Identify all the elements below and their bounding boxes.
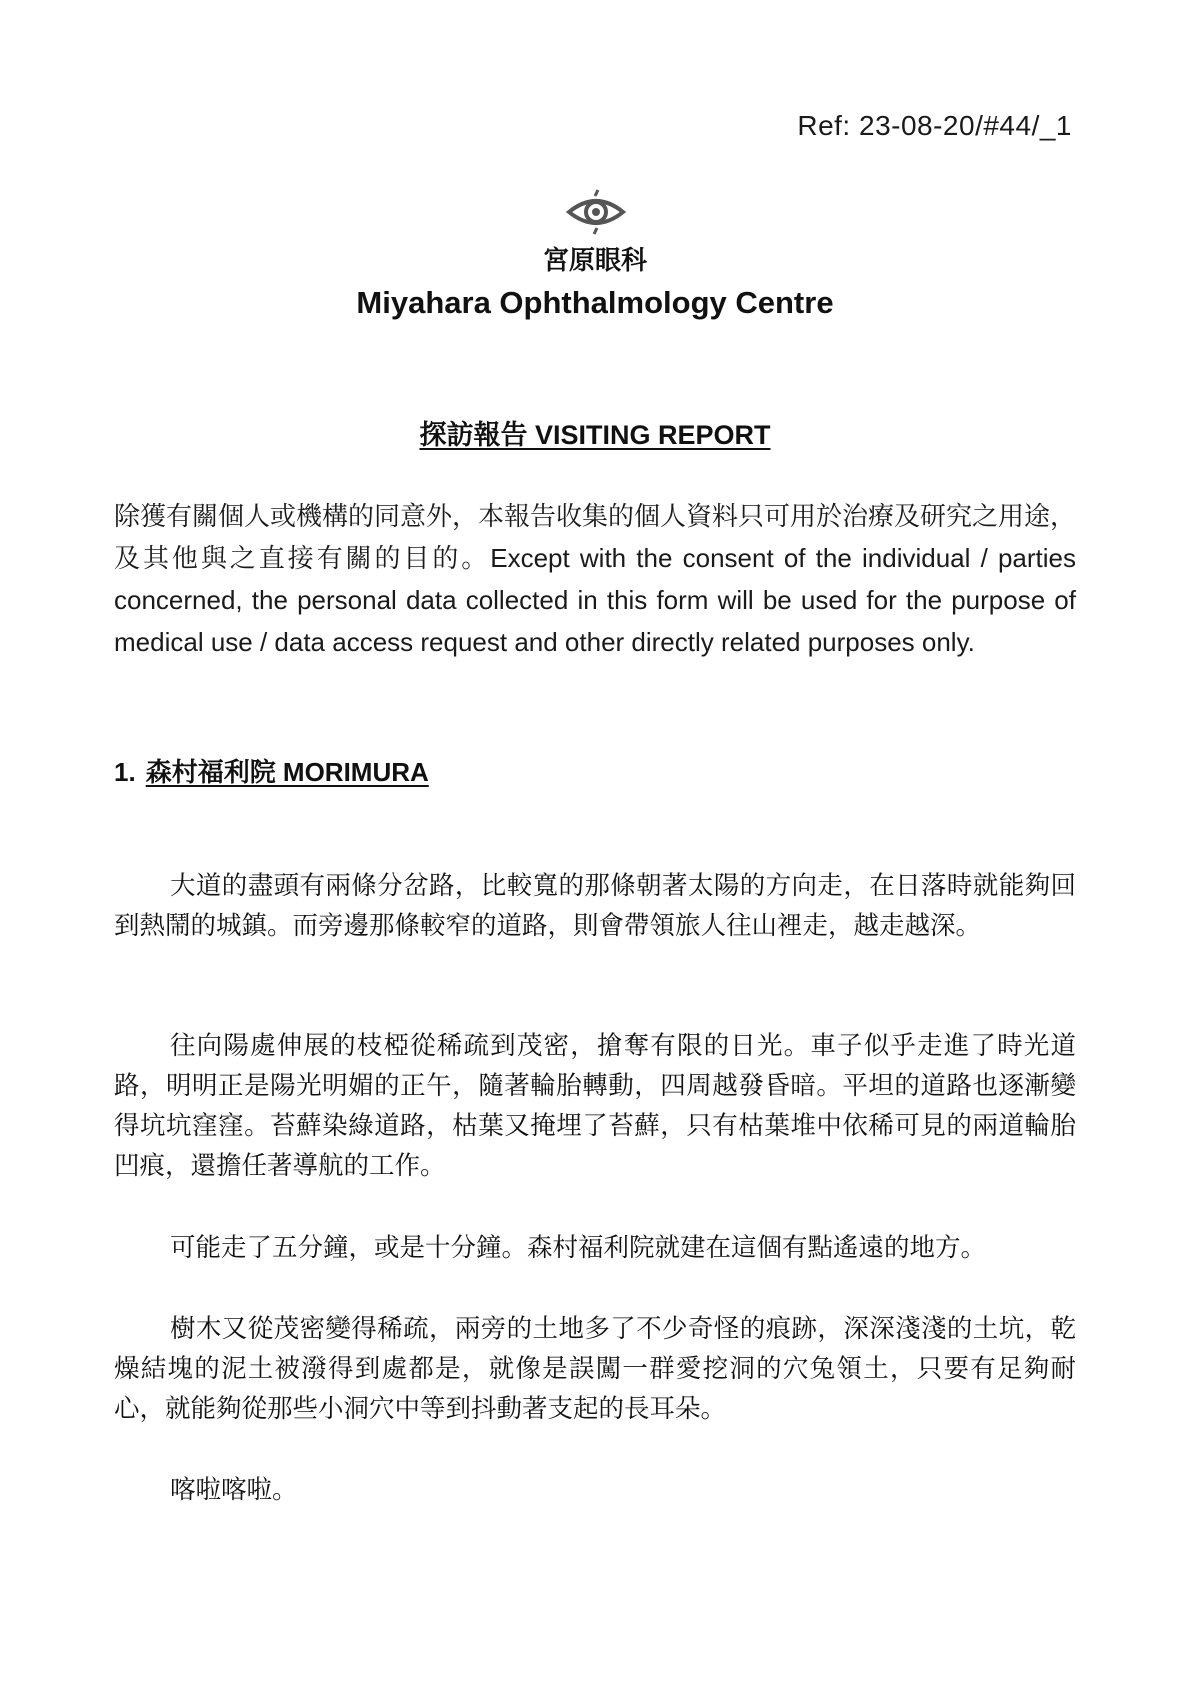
- section-number: 1.: [114, 757, 136, 787]
- privacy-notice: 除獲有關個人或機構的同意外，本報告收集的個人資料只可用於治療及研究之用途，及其他與之直接有關的目的。Except with the consent of the individual / parties concerned, the personal data collected in this form will be used for the purpose of medical use / data access request and other directly related purposes only.: [114, 501, 1077, 657]
- organization-name-english: Miyahara Ophthalmology Centre: [356, 285, 834, 320]
- body-paragraph: 樹木又從茂密變得稀疏，兩旁的土地多了不少奇怪的痕跡，深深淺淺的土坑，乾燥結塊的泥土被潑得到處都是，就像是誤闖一群愛挖洞的穴兔領土，只要有足夠耐心，就能夠從那些小洞穴中等到抖動著支起的長耳朵。: [114, 1313, 1076, 1424]
- body-paragraph: 喀啦喀啦。: [170, 1474, 298, 1505]
- report-title: 探訪報告 VISITING REPORT: [419, 420, 771, 450]
- section-heading: [114, 752, 429, 789]
- eye-icon: [565, 188, 627, 236]
- body-paragraph: 大道的盡頭有兩條分岔路，比較寬的那條朝著太陽的方向走，在日落時就能夠回到熱鬧的城鎮。而旁邊那條較窄的道路，則會帶領旅人往山裡走，越走越深。: [114, 870, 1076, 941]
- body-paragraph: 往向陽處伸展的枝椏從稀疏到茂密，搶奪有限的日光。車子似乎走進了時光道路，明明正是陽光明媚的正午，隨著輪胎轉動，四周越發昏暗。平坦的道路也逐漸變得坑坑窪窪。苔蘚染綠道路，枯葉又掩埋了苔蘚，只有枯葉堆中依稀可見的兩道輪胎凹痕，還擔任著導航的工作。: [114, 1030, 1076, 1181]
- section-title: 森村福利院 MORIMURA: [145, 757, 429, 787]
- body-paragraph: 可能走了五分鐘，或是十分鐘。森村福利院就建在這個有點遙遠的地方。: [170, 1232, 987, 1263]
- reference-number: Ref: 23-08-20/#44/_1: [797, 110, 1072, 141]
- organization-name-chinese: 宮原眼科: [542, 246, 647, 276]
